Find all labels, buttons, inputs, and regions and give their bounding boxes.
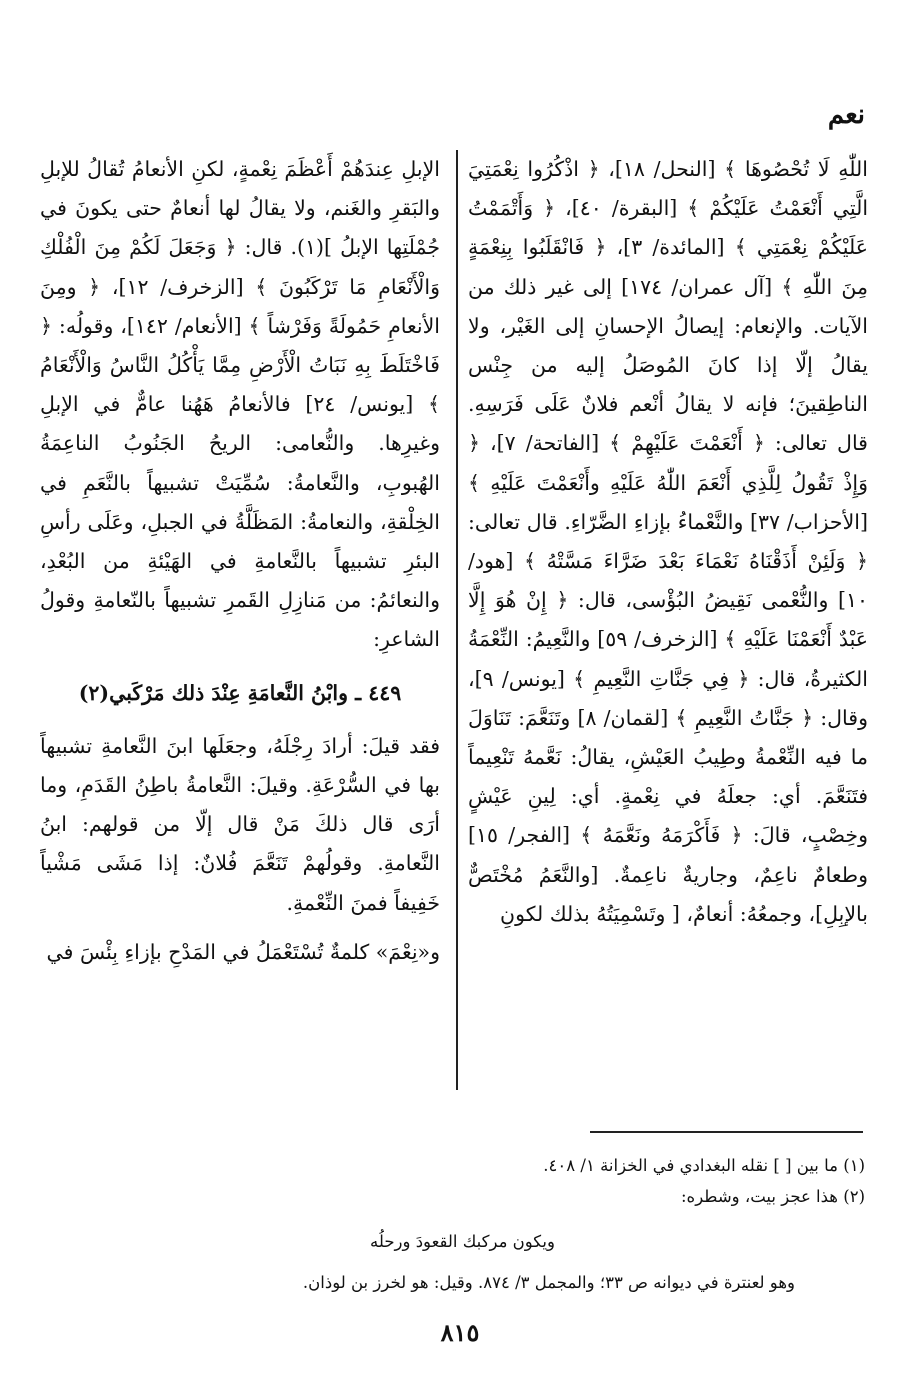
footnote-2: (٢) هذا عجز بيت، وشطره: — [680, 1187, 865, 1206]
running-header-word: نعم — [827, 100, 865, 130]
column-divider — [456, 150, 458, 1090]
footnote-verse: ويكون مركبك القعودَ ورحلُه — [370, 1232, 555, 1251]
footnote-1: (١) ما بين [ ] نقله البغدادي في الخزانة ١/ ٤٠٨. — [543, 1156, 865, 1175]
footnote-divider — [590, 1131, 863, 1133]
left-text-column — [40, 150, 440, 1095]
left-column-paragraph-1: الإبلِ عِندَهُمْ أَعْظَمَ نِعْمةٍ، لكنِ الأنعامُ تُقالُ للإبلِ والبَقرِ والغَنم، ولا يقالُ لها أنعامٌ حتى يكونَ في جُمْلَتِها الإبلُ ](١). قال: ﴿ وَجَعَلَ لَكُمْ مِنَ الْفُلْكِ وَالْأَنْعَامِ مَا تَرْكَبُونَ ﴾ [الزخرف/ ١٢]، ﴿ ومِنَ الأنعامِ حَمُولَةً وَفَرْشاً ﴾ [الأنعام/ ١٤٢]، وقولُه: ﴿ فَاخْتَلَطَ بِهِ نَبَاتُ الْأَرْضِ مِمَّا يَأْكُلُ النَّاسُ وَالْأَنْعَامُ ﴾ [يونس/ ٢٤] فالأنعامُ هَهُنا عامٌّ في الإبلِ وغيرِها. والنُّعامى: الريحُ الجَنُوبُ الناعِمَةُ الهُبوبِ، والنَّعامةُ: سُمِّيَتْ تشبيهاً بالنَّعَمِ في الخِلْقةِ، والنعامةُ: المَظَلَّةُ في الجبلِ، وعَلَى رأسِ البئرِ تشبيهاً بالنَّعامةِ في الهَيْئةِ من البُعْدِ، والنعائمُ: من مَنازِلِ القَمرِ تشبيهاً بالنّعامةِ وقولُ الشاعرِ: — [40, 157, 440, 652]
right-column-paragraph: اللّٰهِ لَا تُحْصُوهَا ﴾ [النحل/ ١٨]، ﴿ اذْكُرُوا نِعْمَتِيَ الَّتِي أَنْعَمْتُ عَلَيْكُمْ ﴾ [البقرة/ ٤٠]، ﴿ وَأَتْمَمْتُ عَلَيْكُمْ نِعْمَتِي ﴾ [المائدة/ ٣]، ﴿ فَانْقَلَبُوا بِنِعْمَةٍ مِنَ اللّٰهِ ﴾ [آل عمران/ ١٧٤] إلى غير ذلك من الآيات. والإنعام: إيصالُ الإحسانِ إلى الغَيْر، ولا يقالُ إلّا إذا كانَ المُوصَلُ إليه من جِنْس الناطِقينَ؛ فإنه لا يقالُ أنْعم فلانٌ عَلَى فَرَسِهِ. قال تعالى: ﴿ أَنْعَمْتَ عَلَيْهِمْ ﴾ [الفاتحة/ ٧]، ﴿ وَإِذْ تَقُولُ لِلَّذِي أَنْعَمَ اللّٰهُ عَلَيْهِ وأَنْعَمْتَ عَلَيْهِ ﴾ [الأحزاب/ ٣٧] والنَّعْماءُ بإزاءِ الضَّرّاءِ. قال تعالى: ﴿ وَلَئِنْ أَذَقْنَاهُ نَعْمَاءَ بَعْدَ ضَرَّاءَ مَسَّتْهُ ﴾ [هود/ ١٠] والنُّعْمى نَقِيضُ البُؤْسى، قال: ﴿ إِنْ هُوَ إِلَّا عَبْدٌ أَنْعَمْنَا عَلَيْهِ ﴾ [الزخرف/ ٥٩] والنَّعِيمُ: النِّعْمَةُ الكثيرةُ، قال: ﴿ فِي جَنَّاتِ النَّعِيمِ ﴾ [يونس/ ٩]، وقال: ﴿ جَنَّاتُ النَّعِيمِ ﴾ [لقمان/ ٨] وتَنَعَّمَ: تَنَاوَلَ ما فيه النِّعْمةُ وطِيبُ العَيْشِ، يقالُ: نَعَّمهُ تَنْعِيماً فتَنَعَّمَ. أي: جعلَهُ في نِعْمةٍ. أي: لِينِ عَيْشٍ وخِصْبٍ، قالَ: ﴿ فَأَكْرَمَهُ ونَعَّمَهُ ﴾ [الفجر/ ١٥] وطعامٌ ناعِمٌ، وجاريةٌ ناعِمةٌ. [والنَّعَمُ مُخْتَصٌّ بالإبِلِ]، وجمعُهُ: أنعامٌ، [ وتَسْمِيَتُهُ بذلك لكونِ — [468, 157, 868, 926]
page-number: ٨١٥ — [440, 1318, 480, 1347]
poem-verse-449: ٤٤٩ ـ وابْنُ النَّعامَةِ عِنْدَ ذلك مَرْكَبي(٢) — [78, 680, 402, 705]
left-column-paragraph-2: فقد قيلَ: أرادَ رِجْلَهُ، وجعَلَها ابنَ النَّعامةِ تشبيهاً بها في السُّرْعَةِ. وقيلَ: النَّعامةُ باطِنُ القَدَمِ، وما أرَى قال ذلكَ مَنْ قال إلّا من قولهم: ابنُ النَّعامةِ. وقولُهمْ تَنَعَّمَ فُلانٌ: إذا مَشَى مَشْياً خَفِيفاً فمنَ النِّعْمةِ. — [40, 733, 440, 915]
footnote-citation: وهو لعنترة في ديوانه ص ٣٣؛ والمجمل ٣/ ٨٧٤. وقيل: هو لخرز بن لوذان. — [302, 1273, 795, 1292]
footnotes — [60, 1150, 865, 1298]
left-column-paragraph-3: و«نِعْمَ» كلمةٌ تُسْتَعْمَلُ في المَدْحِ بإزاءِ بِئْسَ في — [46, 939, 440, 964]
right-text-column — [468, 150, 868, 1095]
